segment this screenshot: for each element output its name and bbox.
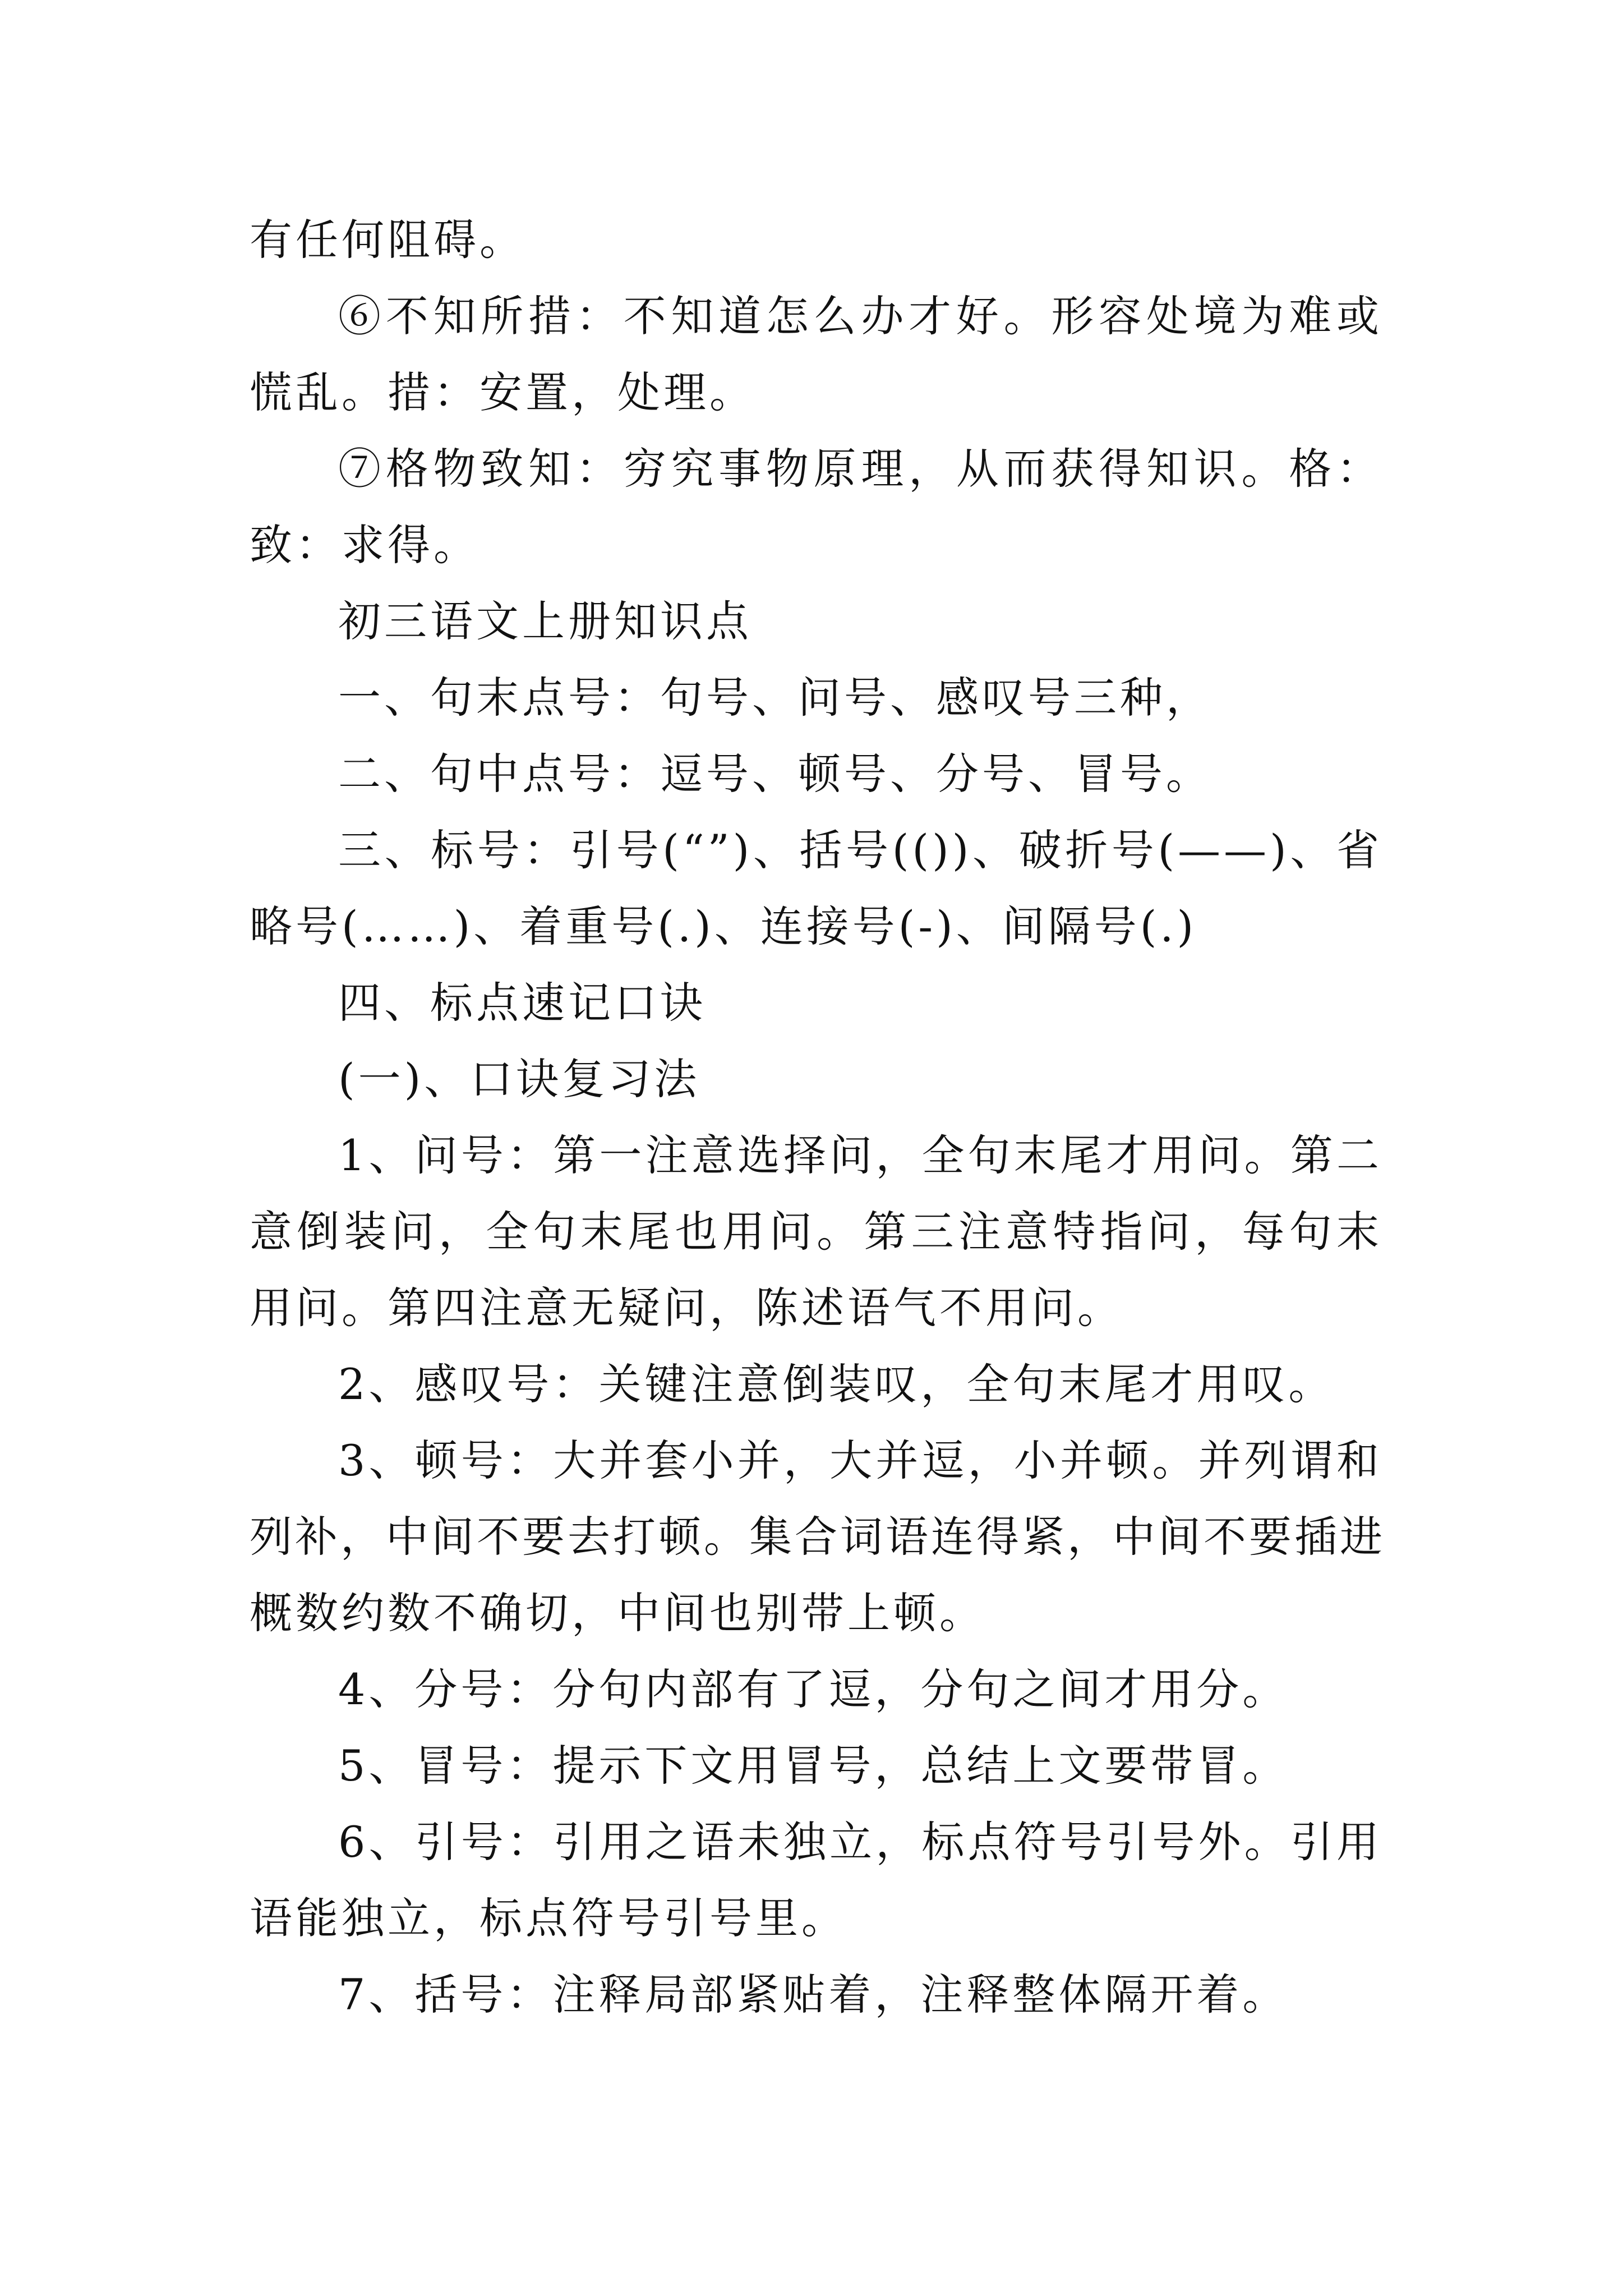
list-item: 二、句中点号：逗号、顿号、分号、冒号。	[338, 749, 1212, 799]
text-line-note-6: ⑥不知所措：不知道怎么办才好。形容处境为难或	[338, 291, 1382, 341]
section-heading: 初三语文上册知识点	[338, 596, 752, 646]
text-line-continuation: 列补，中间不要去打顿。集合词语连得紧，中间不要插进	[250, 1512, 1382, 1562]
text-line-continuation: 致：求得。	[250, 520, 479, 570]
list-item: 4、分号：分句内部有了逗，分句之间才用分。	[338, 1664, 1289, 1714]
text-line-note-7: ⑦格物致知：穷究事物原理，从而获得知识。格：	[338, 444, 1382, 494]
text-line-continuation: 慌乱。措：安置，处理。	[250, 367, 755, 417]
list-item: 三、标号：引号(“”)、括号(())、破折号(——)、省	[338, 825, 1382, 875]
text-line-continuation: 略号(……)、着重号(.)、连接号(-)、间隔号(.)	[250, 901, 1197, 951]
list-item: 3、顿号：大并套小并，大并逗，小并顿。并列谓和	[338, 1435, 1382, 1485]
text-line-continuation: 用问。第四注意无疑问，陈述语气不用问。	[250, 1283, 1123, 1333]
list-item: 6、引号：引用之语未独立，标点符号引号外。引用	[338, 1817, 1382, 1867]
text-line-continuation: 意倒装问，全句末尾也用问。第三注意特指问，每句末	[250, 1207, 1382, 1257]
text-line-continuation: 语能独立，标点符号引号里。	[250, 1893, 847, 1943]
list-item: 一、句末点号：句号、问号、感叹号三种，	[338, 673, 1212, 723]
text-line-continuation: 概数约数不确切，中间也别带上顿。	[250, 1588, 985, 1638]
text-line-continuation: 有任何阻碍。	[250, 215, 525, 265]
list-item: 2、感叹号：关键注意倒装叹，全句末尾才用叹。	[338, 1359, 1335, 1409]
subsection-heading: 四、标点速记口诀	[338, 978, 706, 1028]
subsection-heading: (一)、口诀复习法	[338, 1054, 700, 1104]
list-item: 5、冒号：提示下文用冒号，总结上文要带冒。	[338, 1741, 1289, 1791]
list-item: 1、问号：第一注意选择问，全句末尾才用问。第二	[338, 1130, 1382, 1180]
list-item: 7、括号：注释局部紧贴着，注释整体隔开着。	[338, 1970, 1289, 2019]
document-body	[250, 202, 1382, 2033]
